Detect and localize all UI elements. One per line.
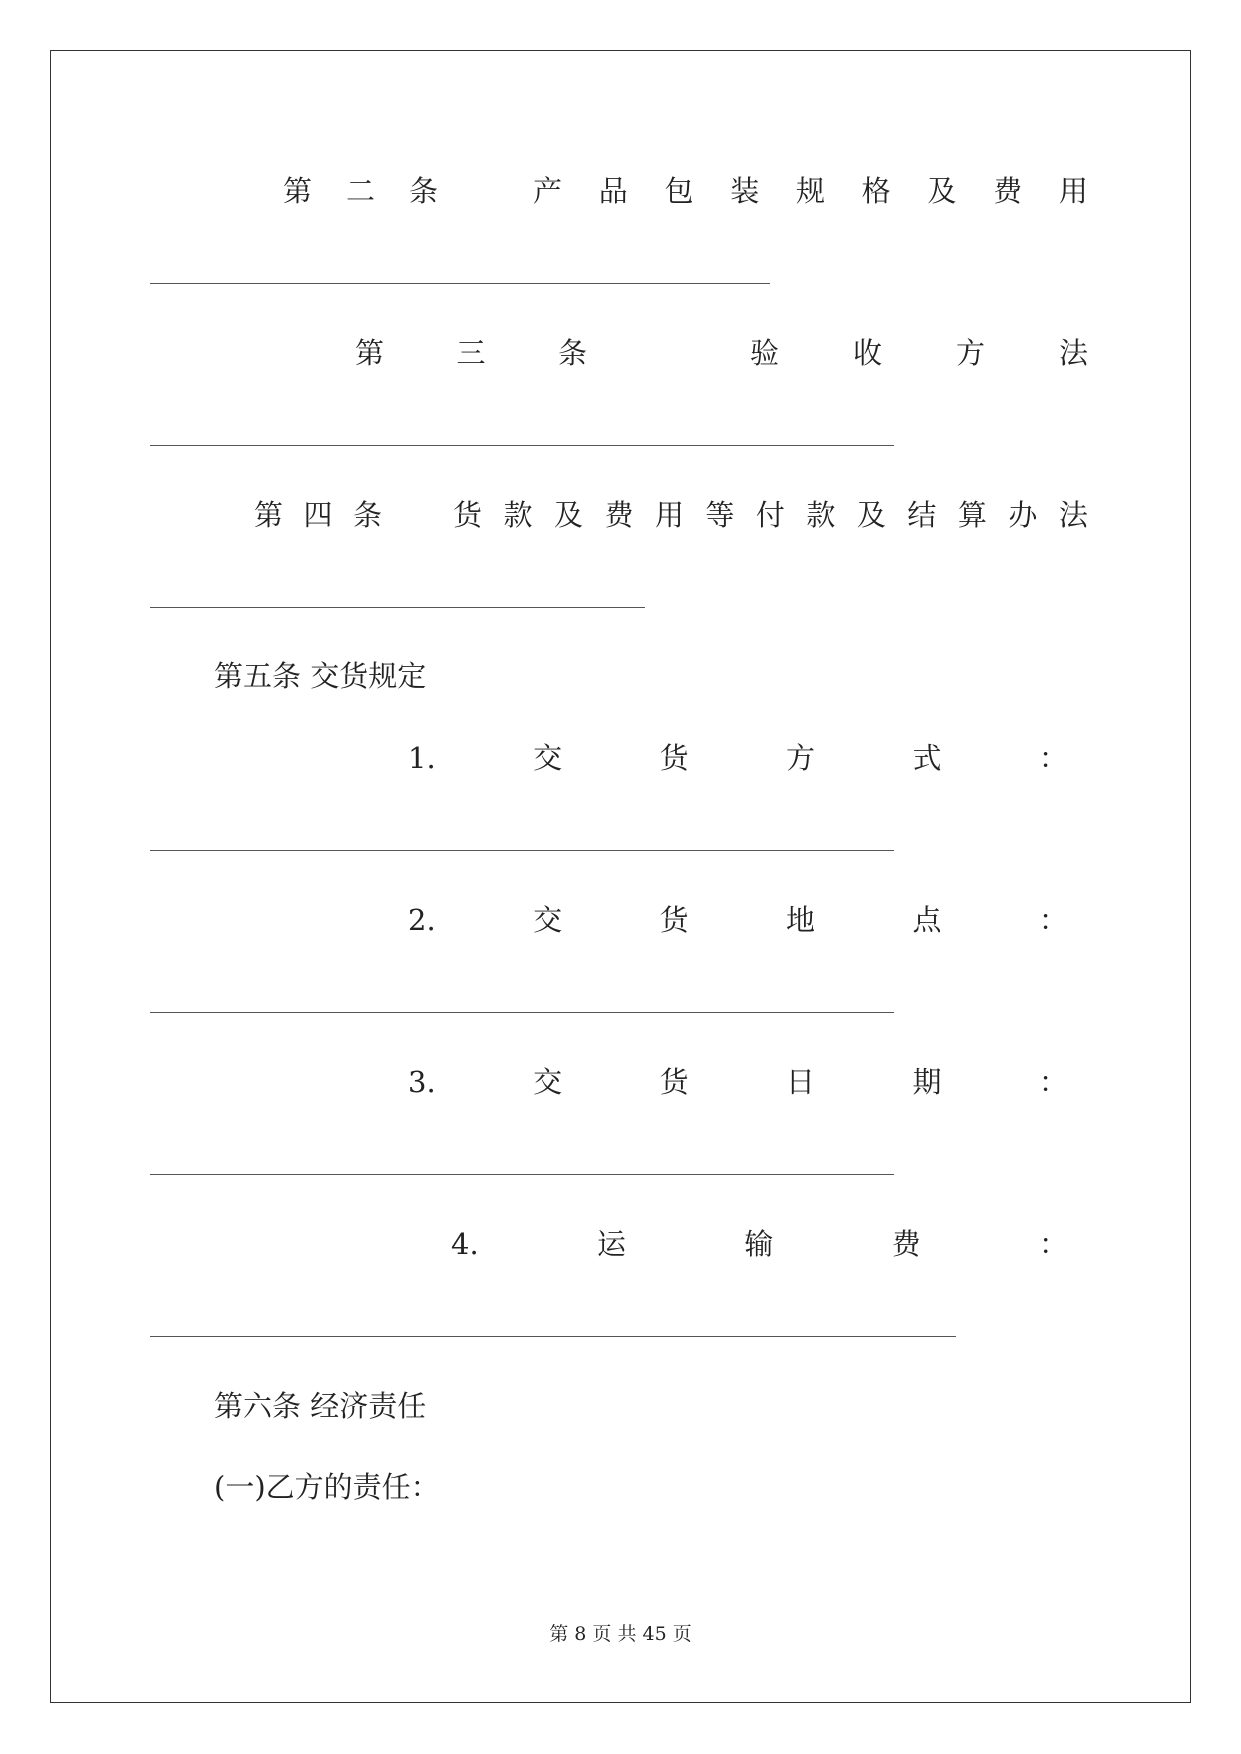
fill-in-line xyxy=(150,850,894,851)
heading-char: 付 xyxy=(755,498,785,532)
item-char: 费 xyxy=(891,1227,921,1261)
item-char: 货 xyxy=(659,903,689,937)
heading-char: 包 xyxy=(664,174,694,208)
article-4-heading xyxy=(254,495,1088,535)
item-char: 期 xyxy=(912,1065,942,1099)
heading-char: 条 xyxy=(557,336,587,370)
item-char: 地 xyxy=(786,903,816,937)
item-char: 输 xyxy=(744,1227,774,1261)
heading-char: 款 xyxy=(806,498,836,532)
heading-char: 第 xyxy=(355,336,385,370)
heading-char: 品 xyxy=(598,174,628,208)
heading-char: 费 xyxy=(993,174,1023,208)
heading-char: 用 xyxy=(654,498,684,532)
heading-char: 产 xyxy=(533,174,563,208)
heading-char: 及 xyxy=(856,498,886,532)
fill-in-line xyxy=(150,1336,956,1337)
heading-char: 用 xyxy=(1058,174,1088,208)
item-char: 货 xyxy=(659,741,689,775)
item-colon: ： xyxy=(1038,1065,1068,1099)
article-2-heading xyxy=(283,171,1088,211)
heading-char: 四 xyxy=(303,498,333,532)
heading-char: 装 xyxy=(730,174,760,208)
heading-char: 方 xyxy=(955,336,985,370)
item-char: 方 xyxy=(786,741,816,775)
heading-char: 等 xyxy=(705,498,735,532)
page-border xyxy=(50,50,1191,1703)
item-char: 运 xyxy=(596,1227,626,1261)
delivery-item-4 xyxy=(451,1224,1068,1264)
item-colon: ： xyxy=(1038,1227,1068,1261)
heading-char: 第 xyxy=(254,498,284,532)
heading-char: 法 xyxy=(1058,498,1088,532)
heading-char: 收 xyxy=(852,336,882,370)
item-number: 3. xyxy=(408,1065,436,1099)
heading-char: 款 xyxy=(503,498,533,532)
heading-char: 格 xyxy=(861,174,891,208)
item-number: 4. xyxy=(451,1227,479,1261)
delivery-item-3 xyxy=(408,1062,1068,1102)
heading-char: 第 xyxy=(283,174,313,208)
article-5-heading: 第五条 交货规定 xyxy=(214,659,427,693)
item-char: 式 xyxy=(912,741,942,775)
heading-char: 及 xyxy=(927,174,957,208)
delivery-item-2 xyxy=(408,900,1068,940)
fill-in-line xyxy=(150,283,770,284)
item-colon: ： xyxy=(1038,741,1068,775)
fill-in-line xyxy=(150,1012,894,1013)
heading-char: 货 xyxy=(453,498,483,532)
heading-char: 费 xyxy=(604,498,634,532)
item-number: 2. xyxy=(408,903,436,937)
heading-char: 条 xyxy=(352,498,382,532)
item-char: 日 xyxy=(786,1065,816,1099)
heading-char: 法 xyxy=(1058,336,1088,370)
heading-char: 三 xyxy=(456,336,486,370)
item-char: 点 xyxy=(912,903,942,937)
page-number-footer: 第 8 页 共 45 页 xyxy=(549,1623,692,1645)
heading-char: 及 xyxy=(553,498,583,532)
party-b-responsibility-heading: (一)乙方的责任： xyxy=(214,1470,440,1504)
item-colon: ： xyxy=(1038,903,1068,937)
item-char: 货 xyxy=(659,1065,689,1099)
heading-char: 结 xyxy=(907,498,937,532)
fill-in-line xyxy=(150,445,894,446)
item-char: 交 xyxy=(533,903,563,937)
item-char: 交 xyxy=(533,741,563,775)
article-6-heading: 第六条 经济责任 xyxy=(214,1389,427,1423)
article-3-heading xyxy=(355,333,1088,373)
heading-char: 算 xyxy=(957,498,987,532)
heading-char: 条 xyxy=(408,174,438,208)
fill-in-line xyxy=(150,1174,894,1175)
item-char: 交 xyxy=(533,1065,563,1099)
heading-char: 规 xyxy=(795,174,825,208)
heading-char: 二 xyxy=(345,174,375,208)
item-number: 1. xyxy=(408,741,436,775)
delivery-item-1 xyxy=(408,738,1068,778)
heading-char: 验 xyxy=(750,336,780,370)
fill-in-line xyxy=(150,607,645,608)
heading-char: 办 xyxy=(1008,498,1038,532)
